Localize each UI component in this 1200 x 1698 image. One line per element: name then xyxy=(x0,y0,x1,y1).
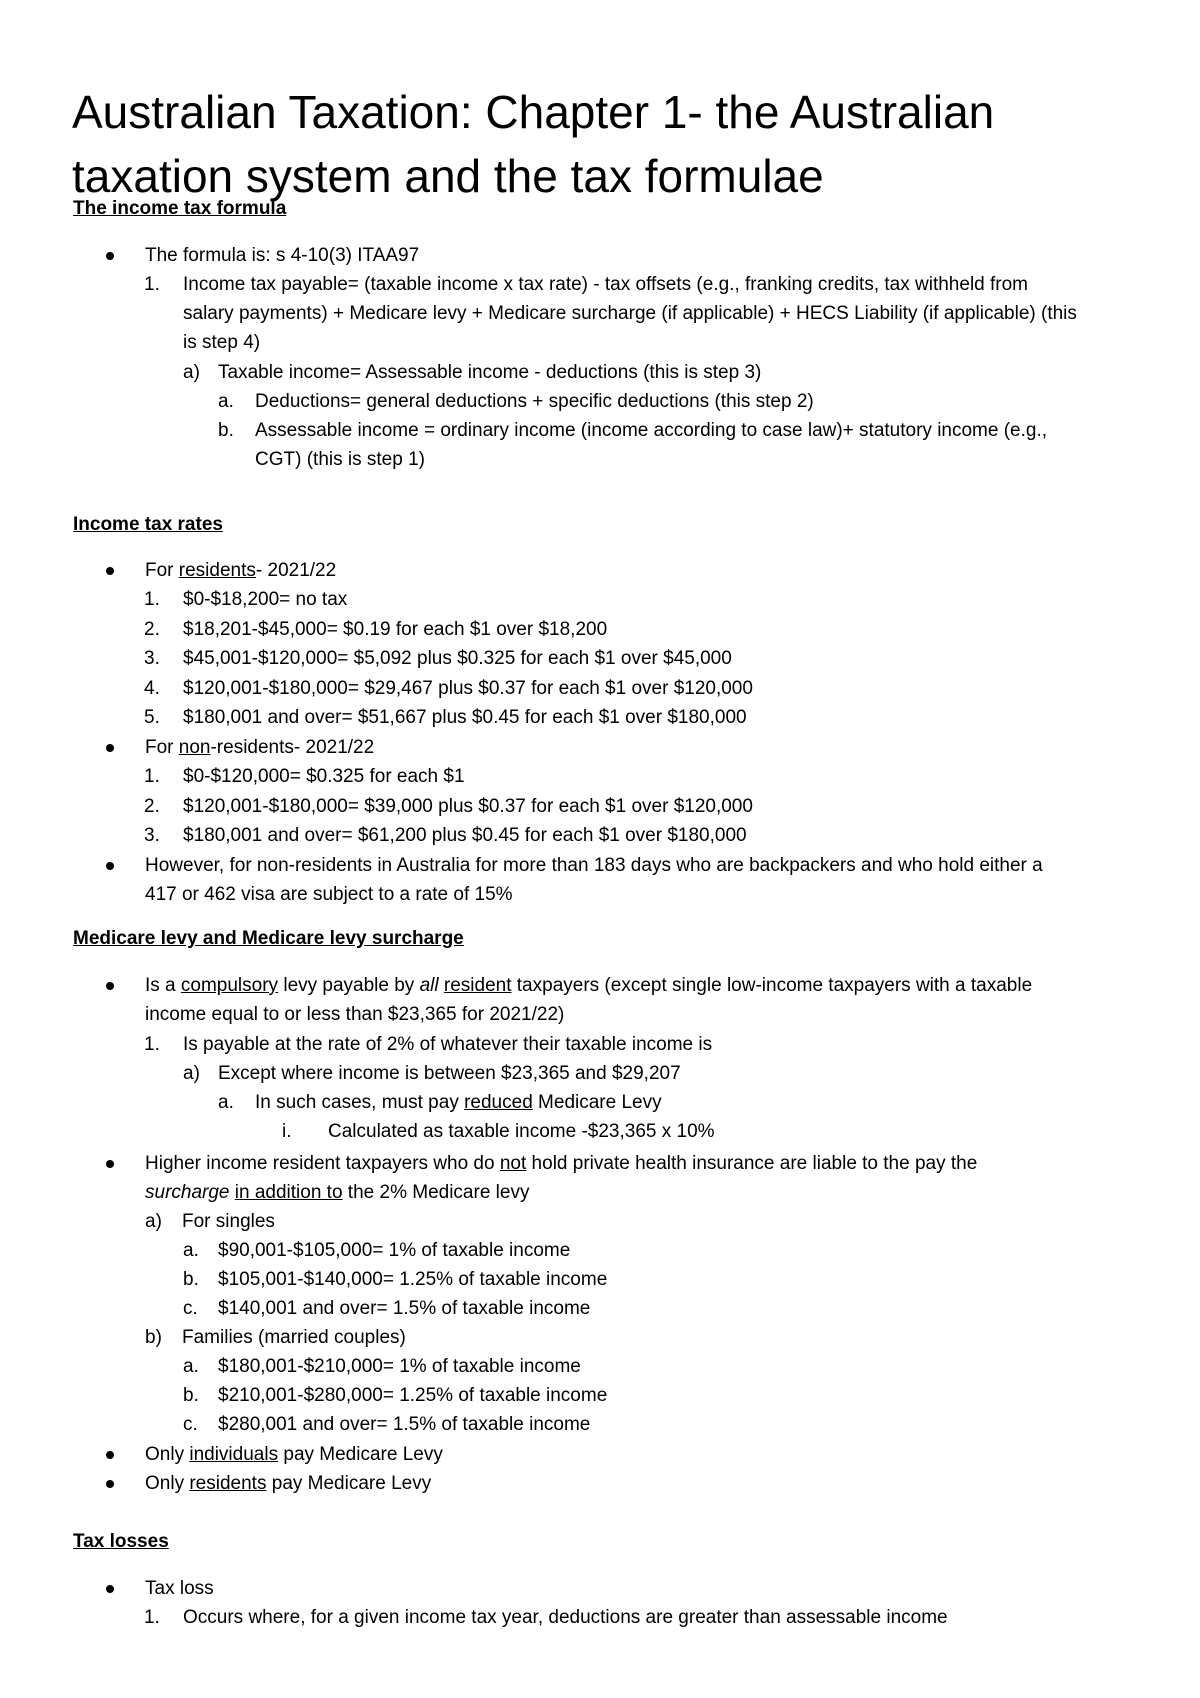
list-number: 2. xyxy=(144,619,160,640)
bullet-marker xyxy=(106,1585,114,1593)
list-item: Tax loss xyxy=(145,1578,214,1599)
list-letter: a) xyxy=(183,1063,200,1084)
list-item: $0-$120,000= $0.325 for each $1 xyxy=(183,766,465,787)
list-item: $180,001-$210,000= 1% of taxable income xyxy=(218,1356,581,1377)
list-number: 1. xyxy=(144,589,160,610)
list-item: $120,001-$180,000= $29,467 plus $0.37 for each $1 over $120,000 xyxy=(183,678,753,699)
list-item: $90,001-$105,000= 1% of taxable income xyxy=(218,1240,571,1261)
list-item: Occurs where, for a given income tax year, deductions are greater than assessable income xyxy=(183,1607,948,1628)
list-letter: b. xyxy=(183,1385,199,1406)
list-item: Deductions= general deductions + specific deductions (this step 2) xyxy=(255,391,814,412)
heading-income-tax-rates: Income tax rates xyxy=(73,514,223,535)
list-letter: b. xyxy=(218,420,234,441)
list-item: CGT) (this is step 1) xyxy=(255,449,425,470)
list-letter: a. xyxy=(183,1356,199,1377)
list-item: 417 or 462 visa are subject to a rate of 15% xyxy=(145,884,513,905)
list-item: $140,001 and over= 1.5% of taxable income xyxy=(218,1298,591,1319)
list-item: Except where income is between $23,365 and $29,207 xyxy=(218,1063,681,1084)
document-title: Australian Taxation: Chapter 1- the Australian taxation system and the tax formulae xyxy=(72,86,995,202)
list-letter: c. xyxy=(183,1414,198,1435)
list-number: 4. xyxy=(144,678,160,699)
list-item: $105,001-$140,000= 1.25% of taxable income xyxy=(218,1269,608,1290)
list-number: 1. xyxy=(144,1034,160,1055)
list-letter: a) xyxy=(145,1211,162,1232)
bullet-marker xyxy=(106,252,114,260)
list-item: For singles xyxy=(182,1211,275,1232)
list-item: Assessable income = ordinary income (income according to case law)+ statutory income (e.g., xyxy=(255,420,1048,441)
list-number: 2. xyxy=(144,796,160,817)
list-item: $18,201-$45,000= $0.19 for each $1 over $18,200 xyxy=(183,619,608,640)
list-letter: a. xyxy=(183,1240,199,1261)
bullet-marker xyxy=(106,567,114,575)
list-item: For non-residents- 2021/22 xyxy=(145,737,375,758)
list-item: For residents- 2021/22 xyxy=(145,560,337,581)
list-item: Is a compulsory levy payable by all resident taxpayers (except single low-income taxpayers with a taxable xyxy=(145,975,1033,996)
heading-medicare-levy: Medicare levy and Medicare levy surcharge xyxy=(73,928,464,949)
list-item: In such cases, must pay reduced Medicare Levy xyxy=(255,1092,662,1113)
list-number: 5. xyxy=(144,707,160,728)
list-item: Only residents pay Medicare Levy xyxy=(145,1473,432,1494)
bullet-marker xyxy=(106,862,114,870)
list-letter: a. xyxy=(218,391,234,412)
list-item: $180,001 and over= $51,667 plus $0.45 for each $1 over $180,000 xyxy=(183,707,747,728)
list-item: $45,001-$120,000= $5,092 plus $0.325 for each $1 over $45,000 xyxy=(183,648,732,669)
list-item: Families (married couples) xyxy=(182,1327,406,1348)
list-item: $180,001 and over= $61,200 plus $0.45 for each $1 over $180,000 xyxy=(183,825,747,846)
heading-tax-losses: Tax losses xyxy=(73,1531,169,1552)
list-item: Calculated as taxable income -$23,365 x 10% xyxy=(328,1121,715,1142)
list-letter: a) xyxy=(183,362,200,383)
bullet-marker xyxy=(106,1160,114,1168)
list-item: $210,001-$280,000= 1.25% of taxable income xyxy=(218,1385,608,1406)
list-letter: b. xyxy=(183,1269,199,1290)
list-item: $280,001 and over= 1.5% of taxable income xyxy=(218,1414,591,1435)
list-roman: i. xyxy=(282,1121,292,1142)
list-item: $120,001-$180,000= $39,000 plus $0.37 for each $1 over $120,000 xyxy=(183,796,753,817)
list-number: 3. xyxy=(144,825,160,846)
list-item: Taxable income= Assessable income - deductions (this is step 3) xyxy=(218,362,762,383)
list-number: 3. xyxy=(144,648,160,669)
list-item: is step 4) xyxy=(183,332,261,353)
list-item: Income tax payable= (taxable income x tax rate) - tax offsets (e.g., franking credits, tax withheld from xyxy=(183,274,1029,295)
list-number: 1. xyxy=(144,274,160,295)
bullet-marker xyxy=(106,1480,114,1488)
list-item: $0-$18,200= no tax xyxy=(183,589,348,610)
list-item: salary payments) + Medicare levy + Medicare surcharge (if applicable) + HECS Liability (if applicable) (this xyxy=(183,303,1077,324)
list-letter: b) xyxy=(145,1327,162,1348)
list-item: Only individuals pay Medicare Levy xyxy=(145,1444,443,1465)
list-item: However, for non-residents in Australia for more than 183 days who are backpackers and who hold either a xyxy=(145,855,1043,876)
heading-income-tax-formula: The income tax formula xyxy=(73,198,287,219)
list-number: 1. xyxy=(144,766,160,787)
list-item: The formula is: s 4-10(3) ITAA97 xyxy=(145,245,420,266)
list-item: Is payable at the rate of 2% of whatever their taxable income is xyxy=(183,1034,713,1055)
bullet-marker xyxy=(106,982,114,990)
list-item: surcharge in addition to the 2% Medicare levy xyxy=(145,1182,530,1203)
list-letter: a. xyxy=(218,1092,234,1113)
bullet-marker xyxy=(106,744,114,752)
list-number: 1. xyxy=(144,1607,160,1628)
list-item: Higher income resident taxpayers who do not hold private health insurance are liable to the pay the xyxy=(145,1153,978,1174)
list-item: income equal to or less than $23,365 for 2021/22) xyxy=(145,1004,565,1025)
list-letter: c. xyxy=(183,1298,198,1319)
bullet-marker xyxy=(106,1451,114,1459)
